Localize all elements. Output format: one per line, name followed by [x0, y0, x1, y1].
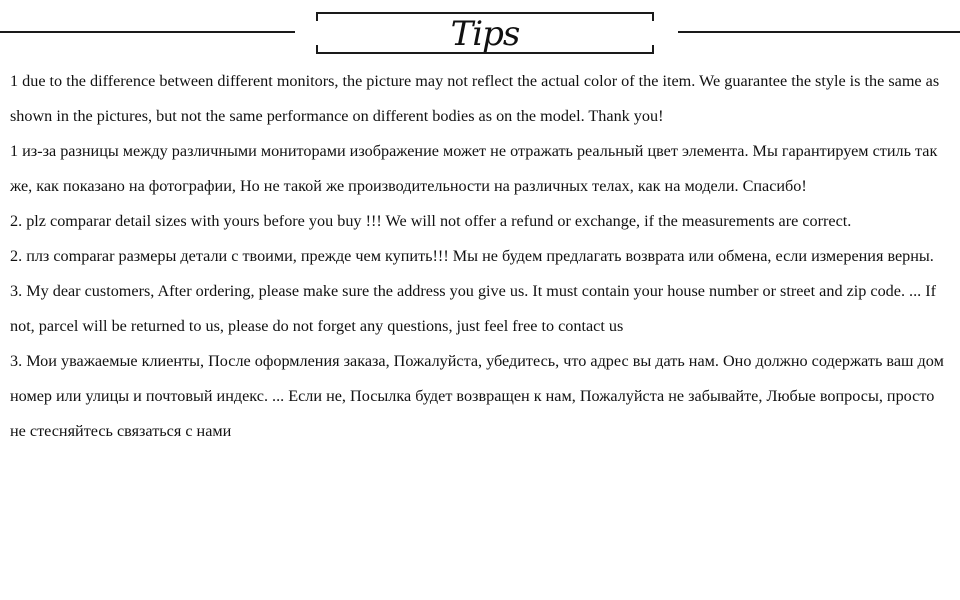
tip-paragraph: 3. My dear customers, After ordering, please make sure the address you give us. It must contain your house number or street and zip code. ... If not, parcel will be returned to us, please do not forget any questions, just feel free to contact us [10, 282, 937, 335]
tip-paragraph: 2. плз comparar размеры детали с твоими, прежде чем купить!!! Мы не будем предлагать возврата или обмена, если измерения верны. [10, 247, 934, 265]
right-divider-line [678, 31, 960, 33]
tip-paragraph: 2. plz comparar detail sizes with yours before you buy !!! We will not offer a refund or exchange, if the measurements are correct. [10, 212, 852, 230]
tip-paragraph: 1 due to the difference between different monitors, the picture may not reflect the actual color of the item. We guarantee the style is the same as shown in the pictures, but not the same performance on different bodies as on the model. Thank you! [10, 72, 940, 125]
title-frame [316, 12, 654, 54]
tips-header [0, 0, 960, 60]
tips-content [10, 64, 950, 449]
tip-paragraph: 3. Мои уважаемые клиенты, После оформления заказа, Пожалуйста, убедитесь, что адрес вы дать нам. Оно должно содержать ваш дом номер или улицы и почтовый индекс. ... Если не, Посылка будет возвращен к нам, Пожалуйста не забывайте, Любые вопросы, просто не стесняйтесь связаться с нами [10, 352, 944, 440]
left-divider-line [0, 31, 295, 33]
tip-paragraph: 1 из-за разницы между различными мониторами изображение может не отражать реальный цвет элемента. Мы гарантируем стиль так же, как показано на фотографии, Но не такой же производительности на различных телах, как на модели. Спасибо! [10, 142, 938, 195]
page-title: Tips [450, 14, 520, 54]
